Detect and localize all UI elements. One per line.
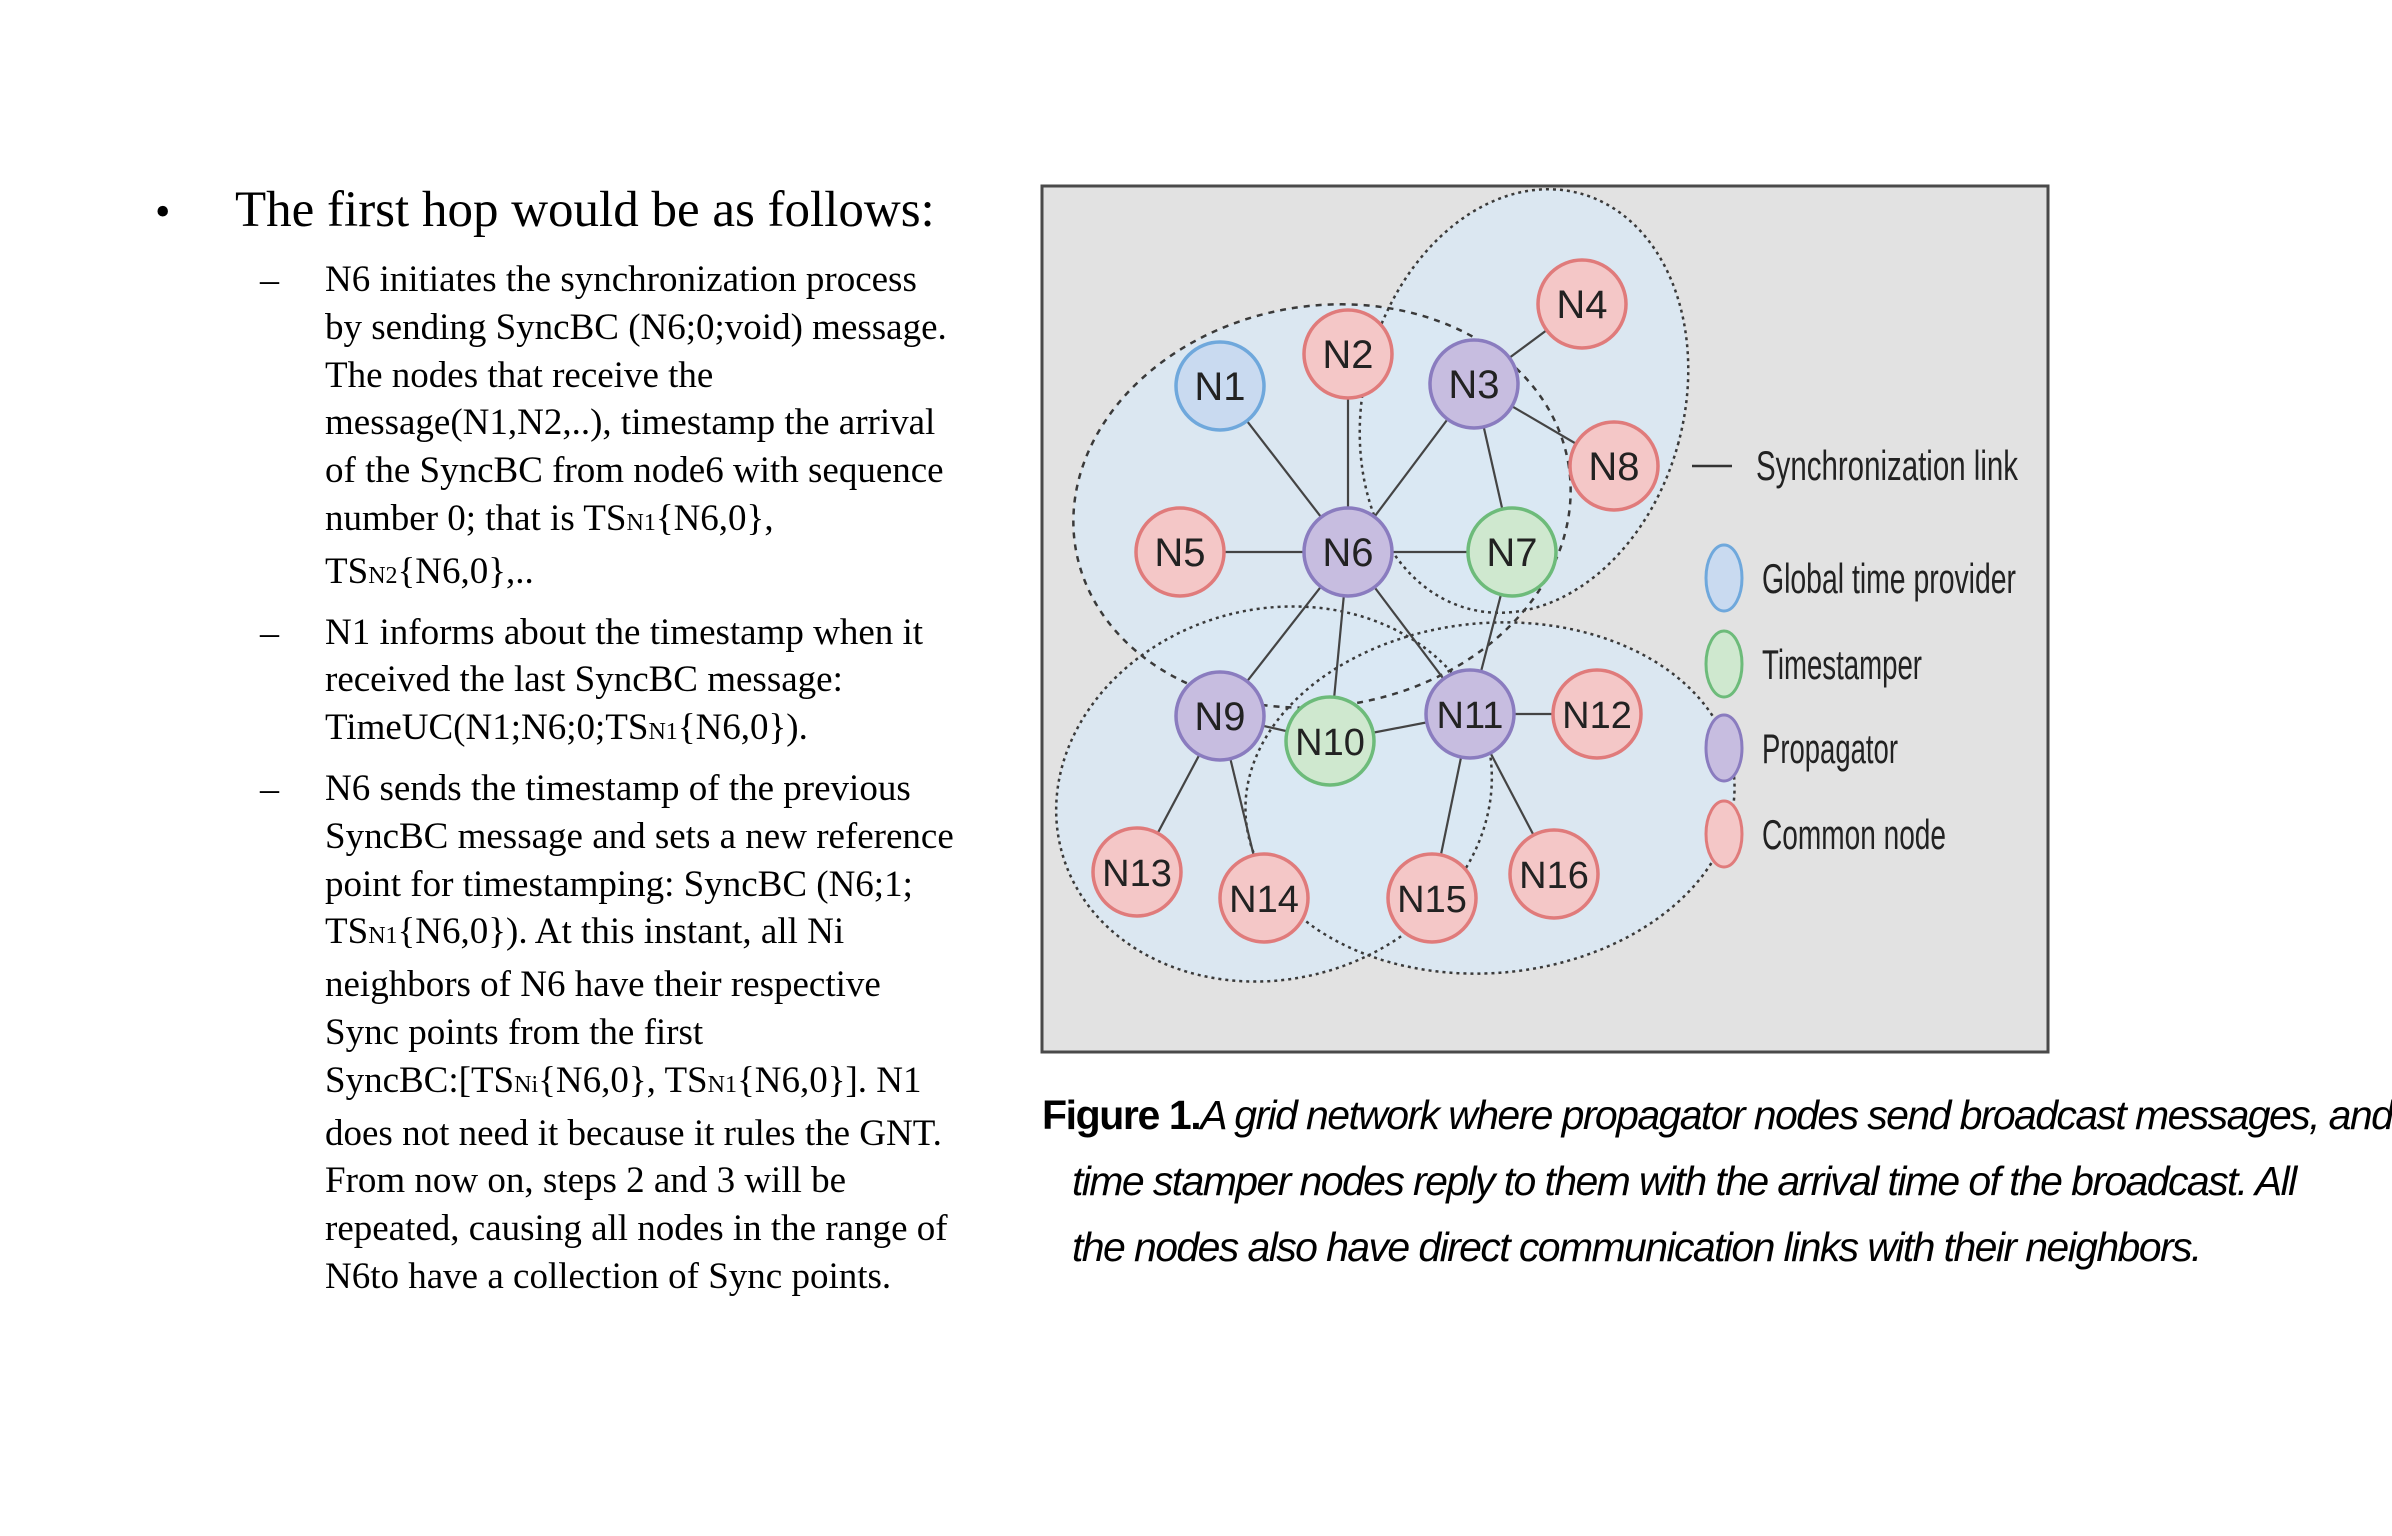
text-run: Sync points from the first [325, 1011, 704, 1053]
text-column [155, 180, 1025, 1301]
text-run: {N6,0}). [677, 707, 808, 749]
sub-bullet-3 [155, 765, 1025, 1301]
text-run: received the last SyncBC message: [325, 659, 843, 701]
node-label-n7: N7 [1486, 531, 1538, 575]
text-line [325, 447, 1025, 495]
sub-bullet-list [155, 256, 1025, 1301]
legend-label-provider: Global time provider [1762, 555, 2017, 602]
text-line [325, 609, 1025, 657]
caption-line [1042, 1082, 2392, 1148]
text-run: message(N1,N2,..), timestamp the arrival [325, 402, 936, 444]
node-label-n3: N3 [1448, 363, 1500, 407]
dash-icon: – [260, 611, 279, 654]
text-line [325, 813, 1025, 861]
text-run: number 0; that is TS [325, 497, 627, 539]
text-line [325, 1057, 1025, 1110]
text-line [325, 352, 1025, 400]
subscript-run: N1 [368, 923, 398, 950]
legend-swatch-provider [1706, 545, 1742, 611]
text-run: point for timestamping: SyncBC (N6;1; [325, 863, 913, 905]
caption-line: time stamper nodes reply to them with the arrival time of the broadcast. All [1072, 1158, 2296, 1204]
legend-label-propagator: Propagator [1762, 725, 1899, 772]
text-run: N1 informs about the timestamp when it [325, 611, 924, 653]
text-line [325, 656, 1025, 704]
node-label-n10: N10 [1295, 722, 1365, 764]
node-label-n5: N5 [1154, 531, 1206, 575]
node-label-n16: N16 [1519, 855, 1589, 897]
sub-bullet-1 [155, 256, 1025, 601]
text-line [325, 495, 1025, 548]
text-run: N6 sends the timestamp of the previous [325, 767, 911, 809]
node-label-n14: N14 [1229, 879, 1299, 921]
text-run: TimeUC(N1;N6;0;TS [325, 707, 649, 749]
text-line [325, 908, 1025, 961]
text-run: SyncBC message and sets a new reference [325, 815, 954, 857]
text-run: {N6,0}, TS [538, 1059, 708, 1101]
node-label-n13: N13 [1102, 853, 1172, 895]
text-run: {N6,0}, [655, 497, 774, 539]
network-diagram [1042, 186, 2048, 1052]
text-line [325, 1157, 1025, 1205]
text-line [325, 304, 1025, 352]
text-run: neighbors of N6 have their respective [325, 964, 881, 1006]
sub-bullet-2 [155, 609, 1025, 757]
text-line [325, 765, 1025, 813]
text-run: {N6,0}]. N1 [736, 1059, 922, 1101]
text-line [325, 704, 1025, 757]
text-line [325, 861, 1025, 909]
legend-swatch-timestamper [1706, 631, 1742, 697]
node-label-n11: N11 [1436, 695, 1504, 737]
text-run: SyncBC:[TS [325, 1059, 515, 1101]
subscript-run: N1 [707, 1071, 737, 1098]
subscript-run: N2 [368, 562, 398, 589]
subscript-run: N1 [648, 719, 678, 746]
text-line [325, 548, 1025, 601]
text-run: The nodes that receive the [325, 354, 714, 396]
legend-swatch-propagator [1706, 715, 1742, 781]
node-label-n2: N2 [1322, 333, 1374, 377]
main-bullet [155, 180, 1025, 248]
bullet-icon: • [155, 187, 171, 236]
text-line [325, 256, 1025, 304]
text-run: {N6,0}). At this instant, all Ni [397, 911, 845, 953]
node-label-n6: N6 [1322, 531, 1374, 575]
text-line [325, 961, 1025, 1009]
text-line [325, 1253, 1025, 1301]
text-line [325, 1205, 1025, 1253]
text-run: by sending SyncBC (N6;0;void) message. [325, 306, 947, 348]
text-run: N6 initiates the synchronization process [325, 259, 917, 300]
text-run: does not need it because it rules the GNT. [325, 1112, 942, 1154]
subscript-run: N1 [626, 509, 656, 536]
caption-label: Figure 1. [1042, 1092, 1201, 1138]
text-run: From now on, steps 2 and 3 will be [325, 1160, 847, 1202]
caption-line: the nodes also have direct communication links with their neighbors. [1072, 1224, 2201, 1270]
text-run: of the SyncBC from node6 with sequence [325, 450, 944, 492]
node-label-n1: N1 [1194, 365, 1246, 409]
figure-panel [1042, 186, 2048, 1052]
text-line [325, 1110, 1025, 1158]
dash-icon: – [260, 767, 279, 810]
text-line [325, 399, 1025, 447]
legend-link-label: Synchronization link [1756, 442, 2019, 489]
subscript-run: Ni [514, 1071, 539, 1098]
text-run: N6to have a collection of Sync points. [325, 1255, 892, 1297]
node-label-n9: N9 [1194, 695, 1246, 739]
dash-icon: – [260, 259, 279, 301]
legend-swatch-common [1706, 801, 1742, 867]
text-line [325, 1009, 1025, 1057]
text-run: repeated, causing all nodes in the range of [325, 1208, 948, 1250]
node-label-n8: N8 [1588, 445, 1640, 489]
node-label-n4: N4 [1556, 283, 1608, 327]
caption-text: A grid network where propagator nodes send broadcast messages, and [1200, 1092, 2392, 1138]
bullet-heading: The first hop would be as follows: [235, 182, 935, 238]
node-label-n15: N15 [1397, 879, 1467, 921]
legend-label-timestamper: Timestamper [1762, 641, 1923, 688]
figure-caption [1042, 1082, 2392, 1280]
text-run: TS [325, 550, 369, 592]
legend-label-common: Common node [1762, 811, 1946, 858]
text-run: {N6,0},.. [397, 550, 534, 592]
node-label-n12: N12 [1562, 695, 1632, 737]
text-run: TS [325, 911, 369, 953]
